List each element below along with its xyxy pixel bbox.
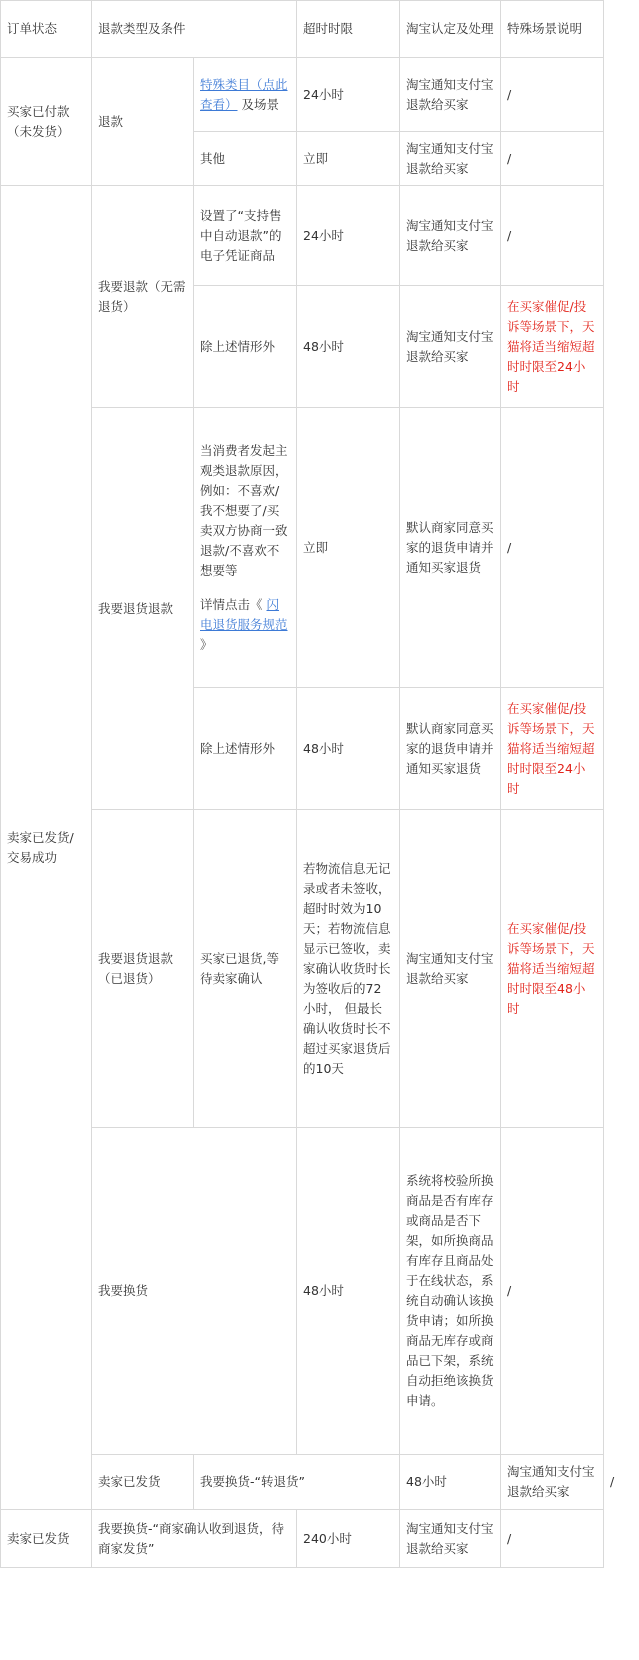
condition-cell: 除上述情形外 bbox=[194, 688, 297, 810]
note-cell: 在买家催促/投诉等场景下，天猫将适当缩短超时时限至24小时 bbox=[501, 286, 604, 408]
status-cell: 卖家已发货/交易成功 bbox=[1, 186, 92, 1510]
condition-cell bbox=[194, 408, 297, 688]
timeout-cell: 24小时 bbox=[297, 58, 400, 132]
refund-type-cell: 我要退货退款（已退货） bbox=[92, 810, 194, 1128]
handling-cell: 默认商家同意买家的退货申请并通知买家退货 bbox=[400, 408, 501, 688]
timeout-cell: 24小时 bbox=[297, 186, 400, 286]
header-special-scene: 特殊场景说明 bbox=[501, 1, 604, 58]
header-taobao-handling: 淘宝认定及处理 bbox=[400, 1, 501, 58]
handling-cell: 淘宝通知支付宝退款给买家 bbox=[400, 58, 501, 132]
note-cell: 在买家催促/投诉等场景下，天猫将适当缩短超时时限至24小时 bbox=[501, 688, 604, 810]
timeout-cell: 48小时 bbox=[297, 688, 400, 810]
table-row bbox=[1, 810, 604, 1128]
handling-cell: 淘宝通知支付宝退款给买家 bbox=[501, 1455, 604, 1510]
table-row: 卖家已发货 我要换货-“转退货” 48小时 淘宝通知支付宝退款给买家 / bbox=[1, 1455, 604, 1510]
handling-cell: 淘宝通知支付宝退款给买家 bbox=[400, 1510, 501, 1568]
table-row bbox=[1, 186, 604, 286]
condition-cell: 除上述情形外 bbox=[194, 286, 297, 408]
handling-cell: 淘宝通知支付宝退款给买家 bbox=[400, 286, 501, 408]
note-cell: / bbox=[501, 186, 604, 286]
handling-cell: 默认商家同意买家的退货申请并通知买家退货 bbox=[400, 688, 501, 810]
condition-cell: 设置了“支持售中自动退款”的电子凭证商品 bbox=[194, 186, 297, 286]
table-row bbox=[1, 58, 604, 132]
timeout-cell: 立即 bbox=[297, 132, 400, 186]
timeout-cell: 48小时 bbox=[297, 286, 400, 408]
note-cell: / bbox=[501, 1510, 604, 1568]
handling-cell: 淘宝通知支付宝退款给买家 bbox=[400, 810, 501, 1128]
header-order-status: 订单状态 bbox=[1, 1, 92, 58]
condition-suffix: 及场景 bbox=[241, 96, 280, 112]
detail-prefix: 详情点击《 bbox=[200, 596, 263, 612]
note-cell: / bbox=[501, 1128, 604, 1455]
refund-type-cell: 我要换货-“转退货” bbox=[194, 1455, 400, 1510]
refund-type-cell: 我要退货退款 bbox=[92, 408, 194, 810]
handling-cell: 淘宝通知支付宝退款给买家 bbox=[400, 132, 501, 186]
detail-suffix: 》 bbox=[200, 636, 213, 652]
note-cell: / bbox=[501, 58, 604, 132]
timeout-cell: 240小时 bbox=[297, 1510, 400, 1568]
refund-type-cell: 我要退款（无需退货） bbox=[92, 186, 194, 408]
lightning-return-rules-link[interactable]: 闪电退货服务规范 bbox=[200, 596, 288, 632]
status-cell: 买家已付款（未发货） bbox=[1, 58, 92, 186]
table-row bbox=[1, 1128, 604, 1455]
condition-text: 当消费者发起主观类退款原因，例如：不喜欢/我不想要了/买卖双方协商一致退款/不喜欢不想要等 bbox=[200, 442, 288, 578]
status-cell: 卖家已发货 bbox=[1, 1510, 92, 1568]
handling-cell: 系统将校验所换商品是否有库存或商品是否下架，如所换商品有库存且商品处于在线状态，系统自动确认该换货申请；如所换商品无库存或商品已下架，系统自动拒绝该换货申请。 bbox=[400, 1128, 501, 1455]
handling-cell: 淘宝通知支付宝退款给买家 bbox=[400, 186, 501, 286]
table-row bbox=[1, 408, 604, 688]
note-cell: 在买家催促/投诉等场景下，天猫将适当缩短超时时限至48小时 bbox=[501, 810, 604, 1128]
note-cell: / bbox=[501, 408, 604, 688]
timeout-cell: 48小时 bbox=[400, 1455, 501, 1510]
condition-cell bbox=[194, 58, 297, 132]
table-header-row bbox=[1, 1, 604, 58]
table-row bbox=[1, 1510, 604, 1568]
refund-type-cell: 我要换货-“商家确认收到退货，待商家发货” bbox=[92, 1510, 297, 1568]
condition-cell: 其他 bbox=[194, 132, 297, 186]
condition-cell: 买家已退货,等待卖家确认 bbox=[194, 810, 297, 1128]
spacer bbox=[200, 581, 290, 595]
timeout-cell: 若物流信息无记录或者未签收，超时时效为10天；若物流信息显示已签收，卖家确认收货时长为签收后的72小时， 但最长确认收货时长不超过买家退货后的10天 bbox=[297, 810, 400, 1128]
note-cell: / bbox=[501, 132, 604, 186]
special-category-link[interactable]: 特殊类目（点此查看） bbox=[200, 76, 288, 112]
header-refund-type: 退款类型及条件 bbox=[92, 1, 297, 58]
refund-type-cell: 退款 bbox=[92, 58, 194, 186]
timeout-cell: 立即 bbox=[297, 408, 400, 688]
refund-type-cell: 我要换货 bbox=[92, 1128, 297, 1455]
timeout-cell: 48小时 bbox=[297, 1128, 400, 1455]
status-cell: 卖家已发货 bbox=[92, 1455, 194, 1510]
header-timeout: 超时时限 bbox=[297, 1, 400, 58]
